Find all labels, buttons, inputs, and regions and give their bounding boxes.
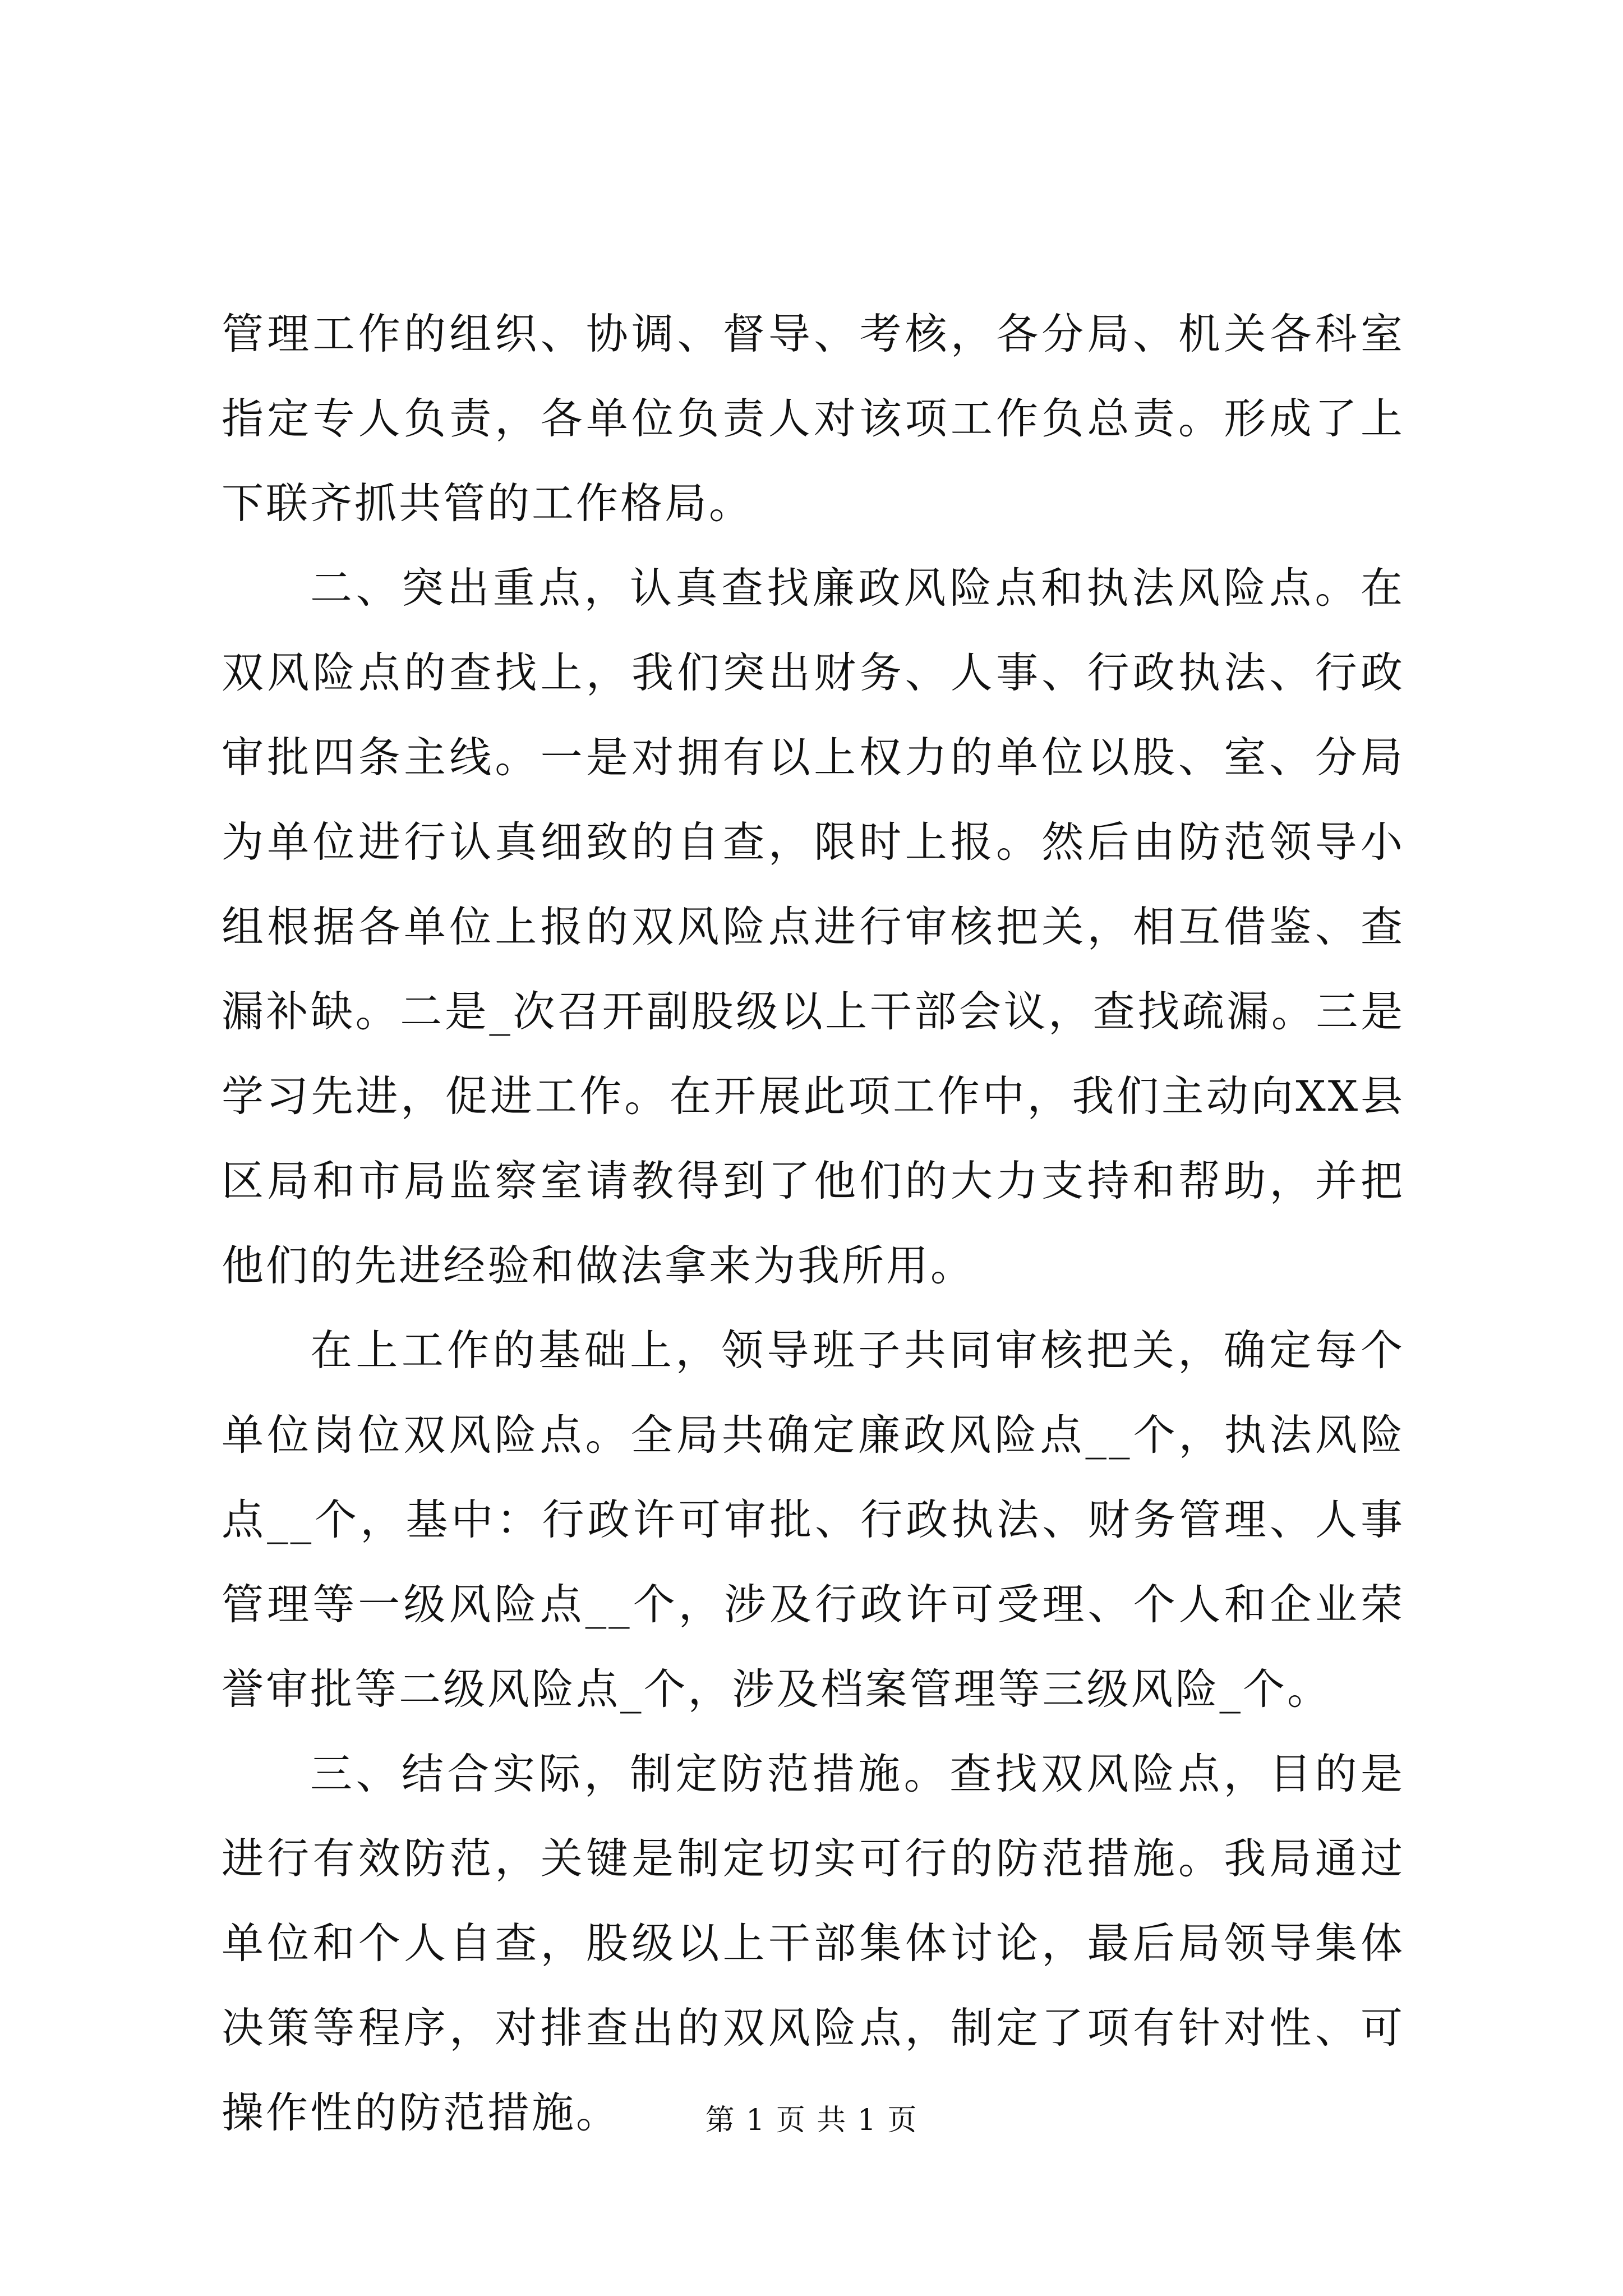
paragraph-3: 在上工作的基础上，领导班子共同审核把关，确定每个单位岗位双风险点。全局共确定廉政风险点__个，执法风险点__个，基中：行政许可审批、行政执法、财务管理、人事管理等一级风险点__个，涉及行政许可受理、个人和企业荣誉审批等二级风险点_个，涉及档案管理等三级风险_个。 — [222, 1326, 1405, 1714]
page-number-footer: 第 1 页 共 1 页 — [705, 2104, 918, 2137]
paragraph-2: 二、突出重点，认真查找廉政风险点和执法风险点。在双风险点的查找上，我们突出财务、人事、行政执法、行政审批四条主线。一是对拥有以上权力的单位以股、室、分局为单位进行认真细致的自查，限时上报。然后由防范领导小组根据各单位上报的双风险点进行审核把关，相互借鉴、查漏补缺。二是_次召开副股级以上干部会议，查找疏漏。三是学习先进，促进工作。在开展此项工作中，我们主动向XX县区局和市局监察室请教得到了他们的大力支持和帮助，并把他们的先进经验和做法拿来为我所用。 — [222, 563, 1405, 1290]
paragraph-4: 三、结合实际，制定防范措施。查找双风险点，目的是进行有效防范，关键是制定切实可行的防范措施。我局通过单位和个人自查，股级以上干部集体讨论，最后局领导集体决策等程序，对排查出的双风险点，制定了项有针对性、可操作性的防范措施。 — [222, 1749, 1405, 2137]
document-body — [222, 292, 1405, 2155]
paragraph-1: 管理工作的组织、协调、督导、考核，各分局、机关各科室指定专人负责，各单位负责人对该项工作负总责。形成了上下联齐抓共管的工作格局。 — [222, 309, 1405, 528]
